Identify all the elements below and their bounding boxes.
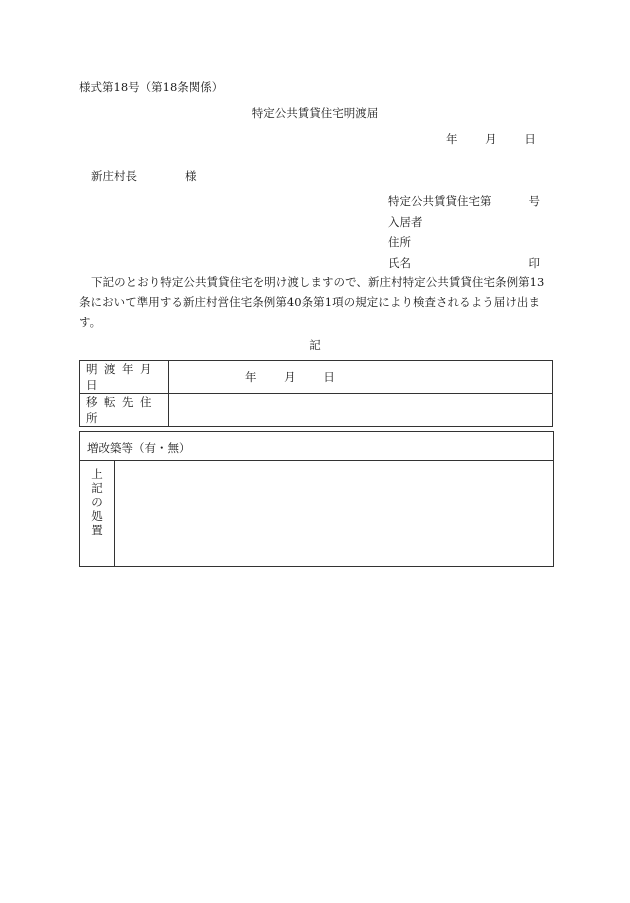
- date-year-label: 年: [446, 132, 458, 146]
- body-paragraph: 下記のとおり特定公共賃貸住宅を明け渡しますので、新庄村特定公共賃貸住宅条例第13条において準用する新庄村営住宅条例第40条第1項の規定により検査されるよう届け出ます。: [79, 275, 545, 329]
- renovation-heading: 増改築等（有・無）: [87, 441, 191, 455]
- addressee-name: 新庄村長: [91, 169, 137, 183]
- move-out-date-value[interactable]: [169, 361, 553, 394]
- resident-label: 入居者: [388, 214, 423, 229]
- housing-number-row: [388, 196, 540, 217]
- form-number: 様式第18号（第18条関係）: [79, 80, 224, 94]
- renovation-heading-row: [80, 432, 553, 461]
- document-title: 特定公共賃貸住宅明渡届: [251, 106, 379, 120]
- housing-number-suffix: 号: [528, 194, 540, 208]
- addressee: [91, 171, 197, 183]
- resident-row: [388, 214, 540, 238]
- row-year-label: 年: [245, 370, 257, 384]
- disposition-label-cell: [80, 461, 115, 566]
- disposition-label: 上記の処置: [91, 467, 103, 537]
- row-day-label: 日: [323, 370, 335, 384]
- date-day-label: 日: [524, 132, 536, 146]
- new-address-label: 移転先住所: [80, 394, 169, 427]
- table-row: [80, 361, 553, 394]
- table-row: [80, 394, 553, 427]
- move-out-date-label: 明渡年月日: [80, 361, 169, 394]
- address-row: [388, 237, 540, 258]
- addressee-honorific: 様: [185, 169, 197, 183]
- move-out-table: [79, 360, 553, 427]
- disposition-content-area[interactable]: [115, 461, 553, 566]
- applicant-block: [388, 196, 540, 278]
- row-month-label: 月: [284, 370, 296, 384]
- renovation-box: [79, 431, 554, 567]
- name-label: 氏名: [388, 255, 411, 270]
- housing-number-label: 特定公共賃貸住宅第: [388, 194, 492, 208]
- submission-date: [446, 134, 536, 146]
- date-month-label: 月: [485, 132, 497, 146]
- address-label: 住所: [388, 235, 411, 249]
- seal-mark: 印: [528, 255, 540, 270]
- ki-heading: 記: [309, 338, 321, 352]
- new-address-value[interactable]: [169, 394, 553, 427]
